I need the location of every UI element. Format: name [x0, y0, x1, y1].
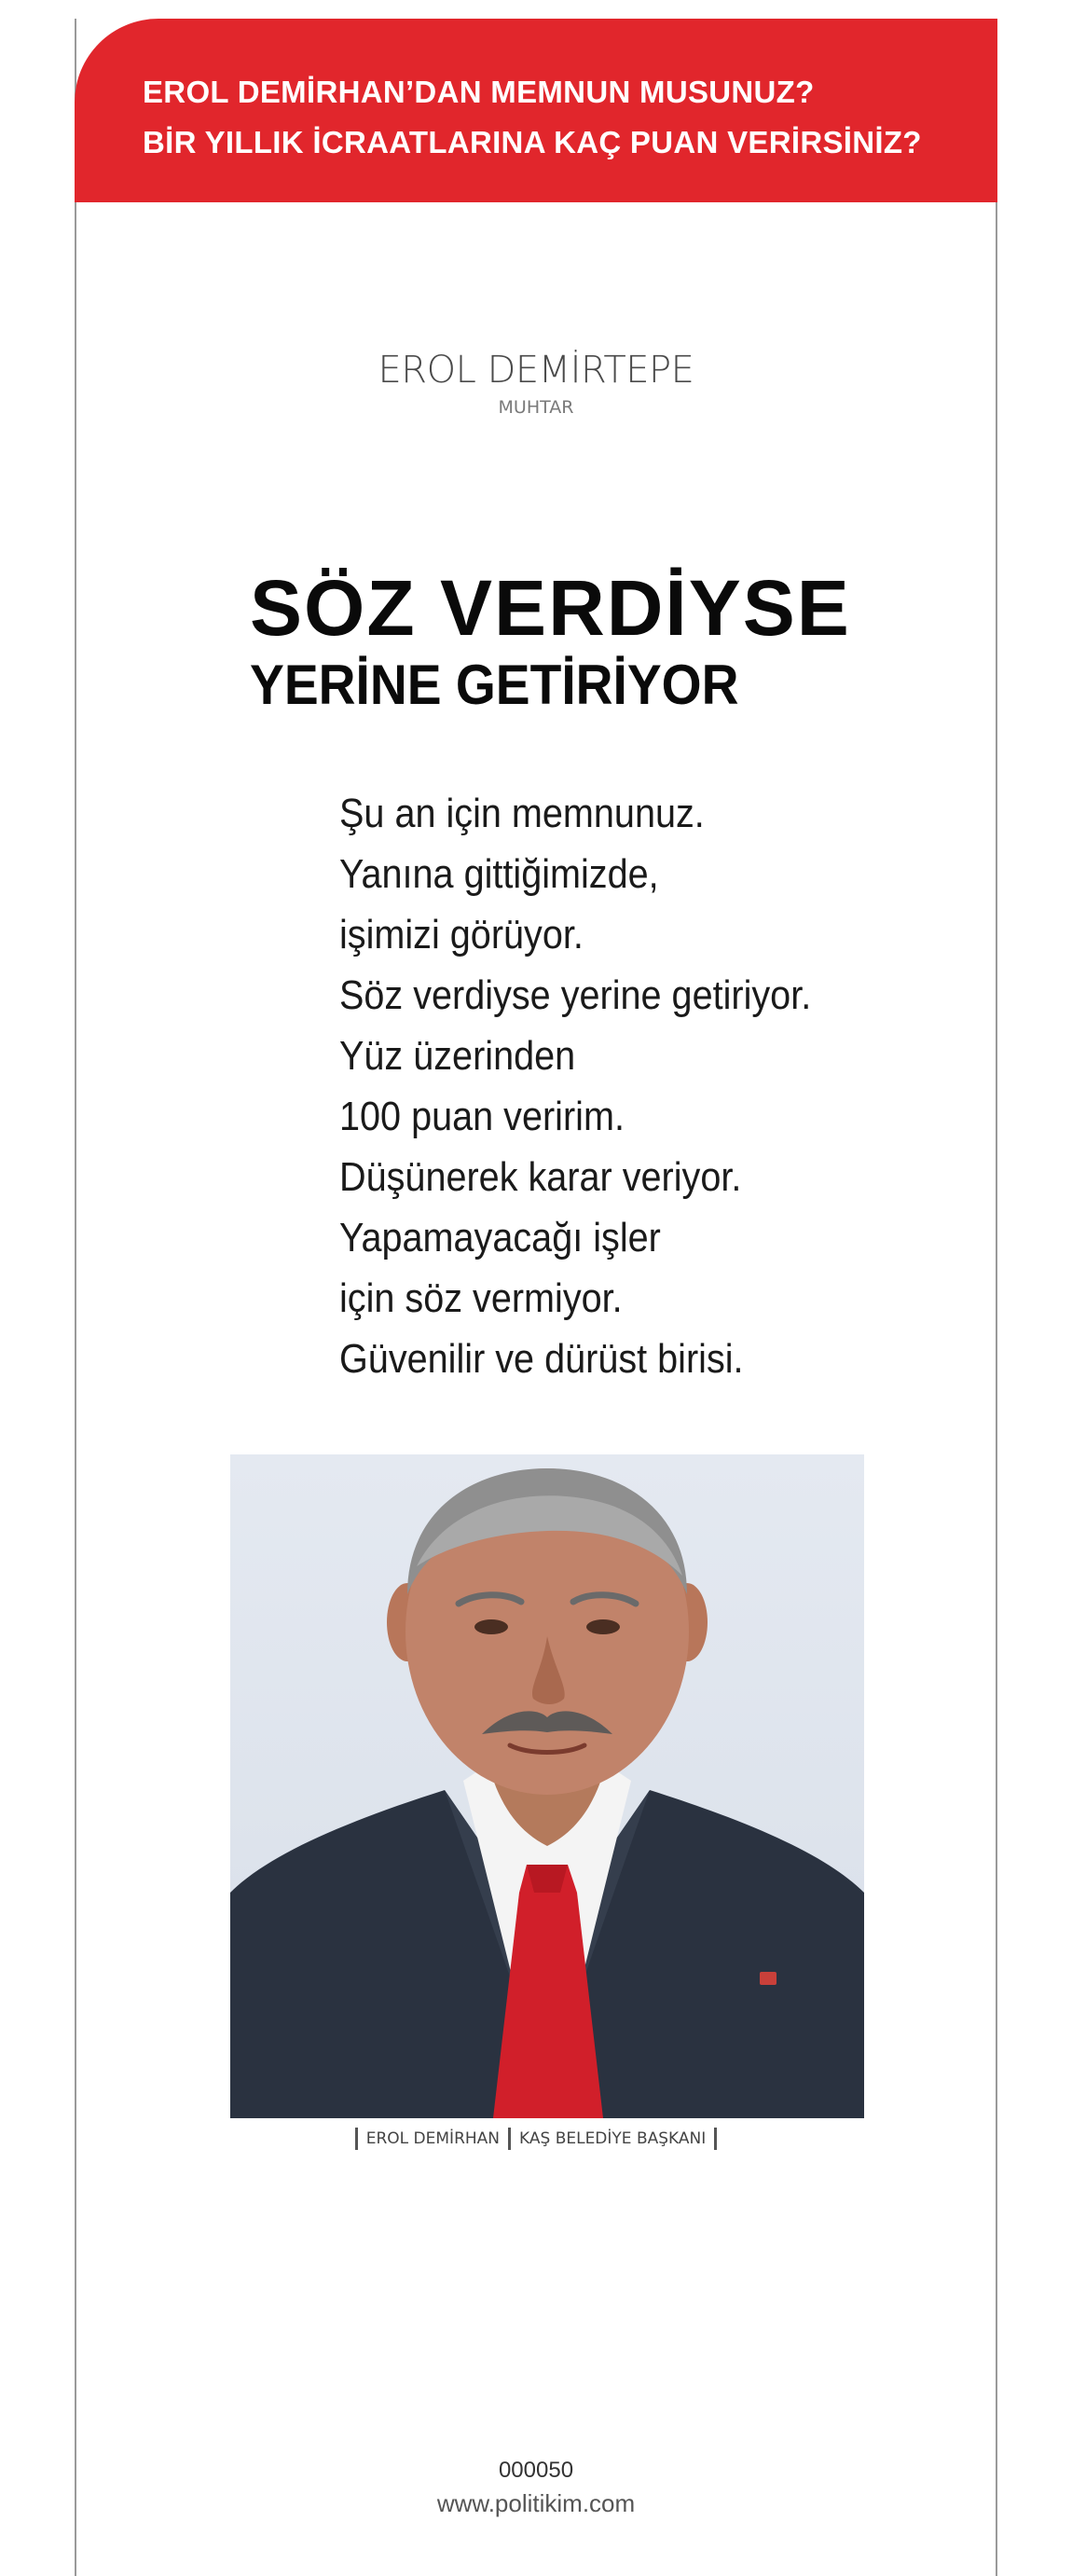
header-question-line-1: EROL DEMİRHAN’DAN MEMNUN MUSUNUZ?: [143, 75, 815, 109]
respondent-role: MUHTAR: [498, 397, 574, 418]
header-banner: [75, 19, 997, 202]
quote-line: Düşünerek karar veriyor.: [339, 1154, 742, 1200]
headline-line-1: SÖZ VERDİYSE: [250, 564, 851, 652]
portrait-photo: [230, 1454, 864, 2118]
footer: [0, 2455, 1072, 2520]
caption-title: KAŞ BELEDİYE BAŞKANI: [519, 2129, 707, 2148]
caption-name: EROL DEMİRHAN: [365, 2129, 501, 2148]
photo-caption: [0, 2128, 1072, 2150]
quote-line: Söz verdiyse yerine getiriyor.: [339, 972, 812, 1018]
caption-divider: [355, 2128, 358, 2150]
quote-line: işimizi görüyor.: [339, 912, 584, 957]
quote-line: Güvenilir ve dürüst birisi.: [339, 1336, 744, 1382]
quote-text: [339, 783, 936, 1389]
quote-line: Yapamayacağı işler: [339, 1215, 661, 1260]
quote-line: Yanına gittiğimizde,: [339, 851, 659, 897]
caption-divider: [714, 2128, 717, 2150]
headline-line-2: YERİNE GETİRİYOR: [250, 654, 739, 716]
respondent-name: EROL DEMİRTEPE: [378, 349, 694, 392]
respondent-block: [0, 347, 1072, 420]
caption-divider: [508, 2128, 511, 2150]
headline: [250, 563, 958, 718]
header-question-line-2: BİR YILLIK İCRAATLARINA KAÇ PUAN VERİRSİNİZ?: [143, 125, 922, 159]
quote-line: Şu an için memnunuz.: [339, 791, 705, 836]
footer-url: www.politikim.com: [436, 2489, 636, 2517]
quote-line: 100 puan veririm.: [339, 1094, 625, 1139]
quote-line: Yüz üzerinden: [339, 1033, 576, 1079]
quote-line: için söz vermiyor.: [339, 1275, 623, 1321]
footer-code: 000050: [498, 2458, 574, 2483]
portrait-illustration: [230, 1454, 864, 2118]
